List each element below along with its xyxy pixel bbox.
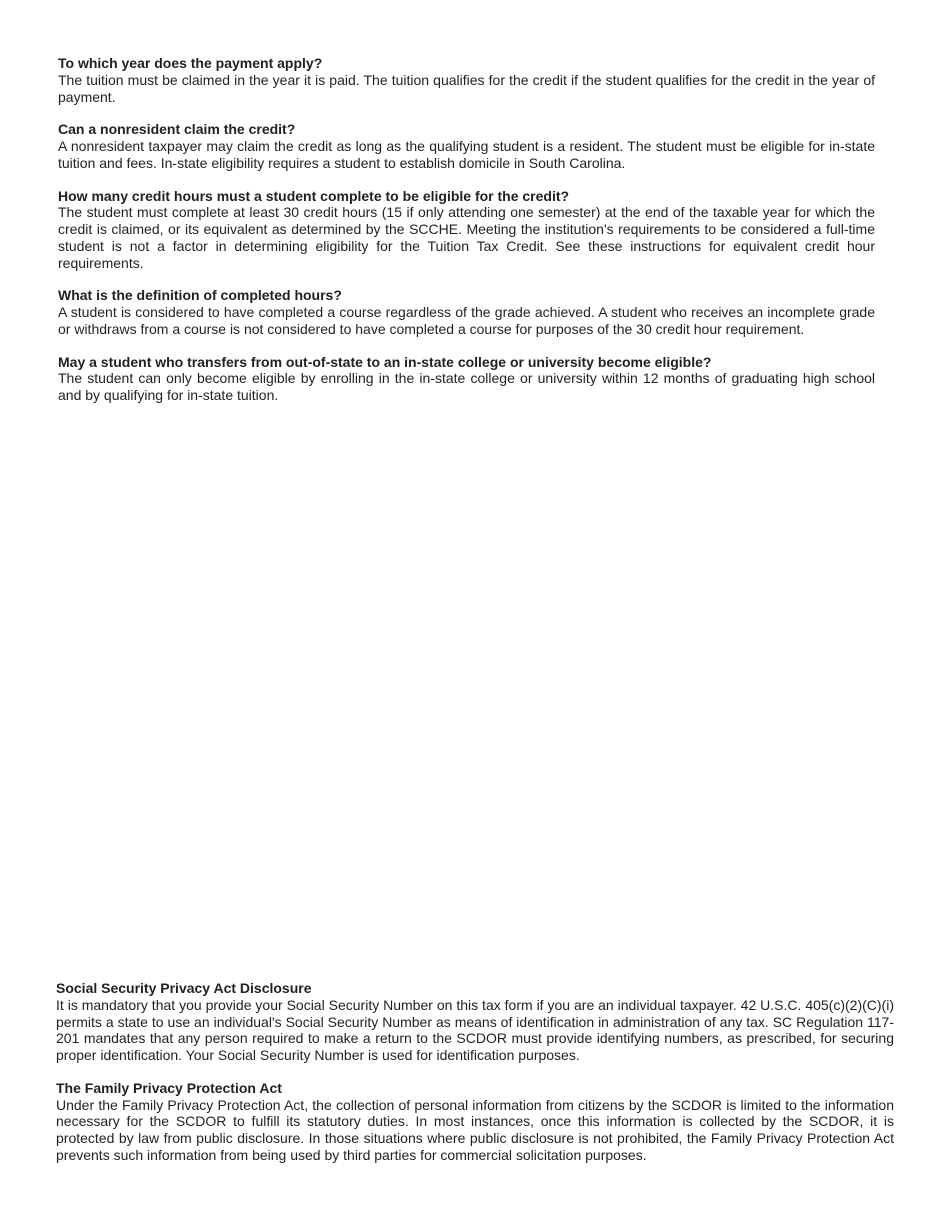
family-privacy-protection-act bbox=[56, 1080, 894, 1164]
faq-item bbox=[58, 354, 875, 404]
faq-question: How many credit hours must a student complete to be eligible for the credit? bbox=[58, 187, 570, 204]
faq-question: Can a nonresident claim the credit? bbox=[58, 121, 296, 138]
faq-item bbox=[58, 121, 875, 171]
faq-item bbox=[58, 55, 875, 105]
faq-item bbox=[58, 287, 875, 337]
faq-answer: The student can only become eligible by enrolling in the in-state college or university within 12 months of graduating high school and by qualifying for in-state tuition. bbox=[58, 370, 875, 404]
faq-item bbox=[58, 188, 875, 272]
faq-question: What is the definition of completed hours? bbox=[58, 287, 342, 304]
disclosures-section bbox=[56, 980, 894, 1180]
disclosure-title: Social Security Privacy Act Disclosure bbox=[56, 980, 312, 996]
faq-section bbox=[58, 55, 875, 420]
disclosure-body: Under the Family Privacy Protection Act, the collection of personal information from citizens by the SCDOR is limited to the information necessary for the SCDOR to fulfill its statutory duties. In most instances, once this information is collected by the SCDOR, it is protected by law from public disclosure. In those situations where public disclosure is not prohibited, the Family Privacy Protection Act prevents such information from being used by third parties for commercial solicitation purposes. bbox=[56, 1096, 894, 1163]
faq-question: To which year does the payment apply? bbox=[58, 55, 323, 71]
faq-answer: A nonresident taxpayer may claim the credit as long as the qualifying student is a resident. The student must be eligible for in-state tuition and fees. In-state eligibility requires a student to establish domicile in South Carolina. bbox=[58, 138, 875, 171]
disclosure-title: The Family Privacy Protection Act bbox=[56, 1079, 282, 1096]
privacy-act-disclosure bbox=[56, 980, 894, 1064]
faq-answer: The student must complete at least 30 credit hours (15 if only attending one semester) at the end of the taxable year for which the credit is claimed, or its equivalent as determined by the SCCHE. Meeting the institution's requirements to be considered a full-time student is not a factor in determining eligibility for the Tuition Tax Credit. See these instructions for equivalent credit hour requirements. bbox=[58, 204, 875, 271]
disclosure-body: It is mandatory that you provide your Social Security Number on this tax form if you are an individual taxpayer. 42 U.S.C. 405(c)(2)(C)(i) permits a state to use an individual's Social Security Number as means of identification in administration of any tax. SC Regulation 117-201 mandates that any person required to make a return to the SCDOR must provide identifying numbers, as prescribed, for securing proper identification. Your Social Security Number is used for identification purposes. bbox=[56, 996, 894, 1064]
faq-question: May a student who transfers from out-of-state to an in-state college or university become eligible? bbox=[58, 353, 712, 370]
faq-answer: The tuition must be claimed in the year it is paid. The tuition qualifies for the credit if the student qualifies for the credit in the year of payment. bbox=[58, 71, 875, 105]
faq-answer: A student is considered to have completed a course regardless of the grade achieved. A student who receives an incomplete grade or withdraws from a course is not considered to have completed a course for purposes of the 30 credit hour requirement. bbox=[58, 304, 875, 337]
